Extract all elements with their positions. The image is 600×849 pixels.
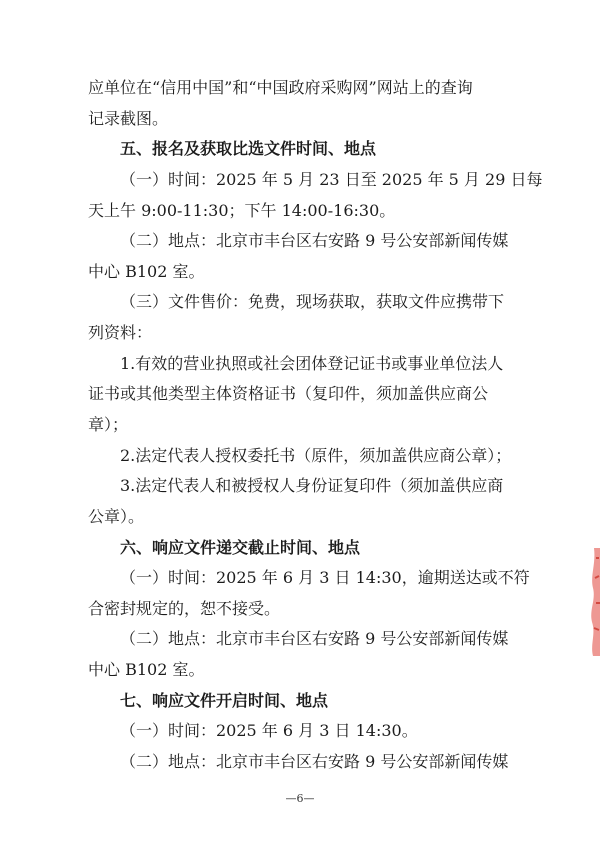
paragraph-line: 合密封规定的，恕不接受。 [88,598,281,618]
section-heading-5: 五、报名及获取比选文件时间、地点 [120,139,377,159]
paragraph-line: （二）地点：北京市丰台区右安路 9 号公安部新闻传媒 [120,629,509,649]
paragraph-line: 3.法定代表人和被授权人身份证复印件（须加盖供应商 [120,476,504,496]
paragraph-line: 1.有效的营业执照或社会团体登记证书或事业单位法人 [120,353,504,373]
page-number: —6— [285,792,315,805]
paragraph-line: （一）时间：2025 年 6 月 3 日 14:30。 [120,721,418,741]
paragraph-line: 中心 B102 室。 [88,261,205,281]
paragraph-line: 证书或其他类型主体资格证书（复印件，须加盖供应商公 [88,384,489,404]
paragraph-line: 章）； [88,415,129,434]
paragraph-line: 公章）。 [88,506,145,526]
paragraph-line: （一）时间：2025 年 6 月 3 日 14:30，逾期送达或不符 [120,568,530,588]
paragraph-line: 天上午 9:00-11:30；下午 14:00-16:30。 [88,200,396,220]
paragraph-line: 中心 B102 室。 [88,660,205,680]
paragraph-line: 2.法定代表人授权委托书（原件，须加盖供应商公章）； [120,445,512,465]
paragraph-line: 列资料： [88,323,153,343]
paragraph-line: 记录截图。 [88,108,169,128]
paragraph-line: （二）地点：北京市丰台区右安路 9 号公安部新闻传媒 [120,231,509,251]
section-heading-6: 六、响应文件递交截止时间、地点 [120,537,361,557]
paragraph-line: （二）地点：北京市丰台区右安路 9 号公安部新闻传媒 [120,752,509,771]
section-heading-7: 七、响应文件开启时间、地点 [120,690,329,710]
paragraph-line: （三）文件售价：免费，现场获取，获取文件应携带下 [120,292,505,312]
paragraph-line: （一）时间：2025 年 5 月 23 日至 2025 年 5 月 29 日每 [120,169,543,189]
seal-stamp-edge [584,548,600,656]
paragraph-line: 应单位在“信用中国”和“中国政府采购网”网站上的查询 [88,78,473,97]
